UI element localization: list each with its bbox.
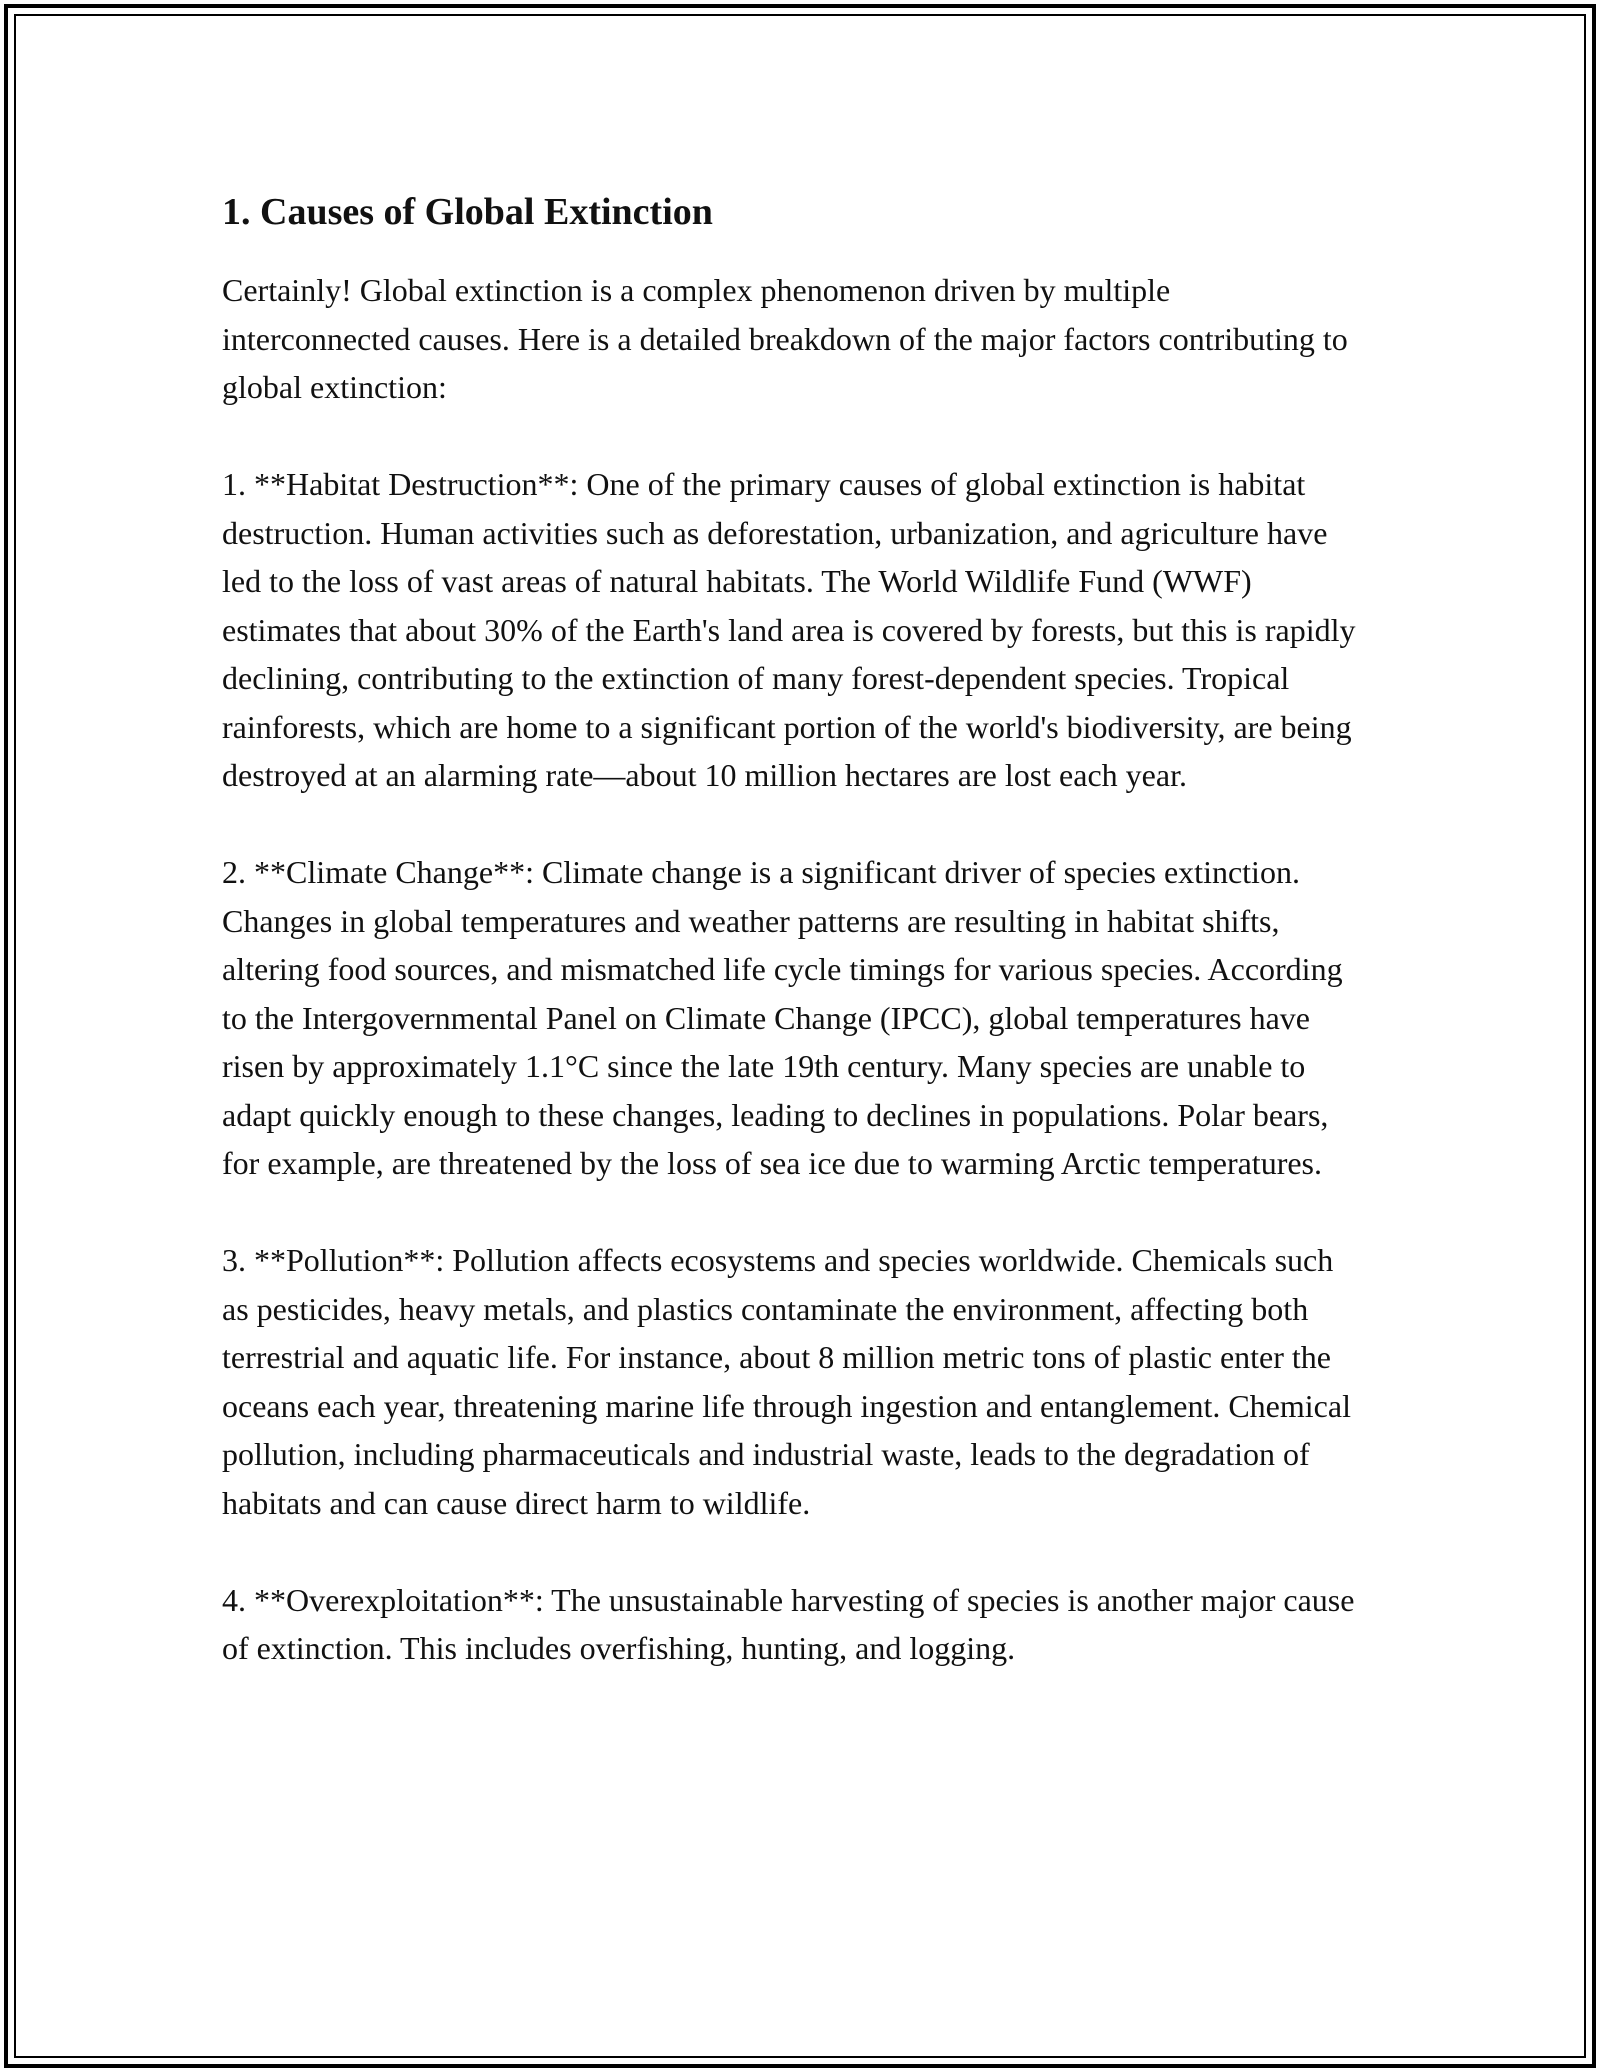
document-body — [222, 176, 1362, 1721]
intro-paragraph: Certainly! Global extinction is a complex phenomenon driven by multiple interconnected causes. Here is a detailed breakdown of the major factors contributing to global extinction: — [222, 272, 1348, 405]
section-heading: 1. Causes of Global Extinction — [222, 191, 713, 233]
paragraph-pollution: 3. **Pollution**: Pollution affects ecosystems and species worldwide. Chemicals such as pesticides, heavy metals, and plastics contaminate the environment, affecting both terrestrial and aquatic life. For instance, about 8 million metric tons of plastic enter the oceans each year, threatening marine life through ingestion and entanglement. Chemical pollution, including pharmaceuticals and industrial waste, leads to the degradation of habitats and can cause direct harm to wildlife. — [222, 1242, 1351, 1521]
paragraph-climate-change: 2. **Climate Change**: Climate change is a significant driver of species extinction. Changes in global temperatures and weather patterns are resulting in habitat shifts, altering food sources, and mismatched life cycle timings for various species. According to the Intergovernmental Panel on Climate Change (IPCC), global temperatures have risen by approximately 1.1°C since the late 19th century. Many species are unable to adapt quickly enough to these changes, leading to declines in populations. Polar bears, for example, are threatened by the loss of sea ice due to warming Arctic temperatures. — [222, 854, 1343, 1181]
paragraph-habitat-destruction: 1. **Habitat Destruction**: One of the primary causes of global extinction is habitat destruction. Human activities such as deforestation, urbanization, and agriculture have led to the loss of vast areas of natural habitats. The World Wildlife Fund (WWF) estimates that about 30% of the Earth's land area is covered by forests, but this is rapidly declining, contributing to the extinction of many forest-dependent species. Tropical rainforests, which are home to a significant portion of the world's biodiversity, are being destroyed at an alarming rate—about 10 million hectares are lost each year. — [222, 466, 1356, 793]
paragraph-overexploitation: 4. **Overexploitation**: The unsustainable harvesting of species is another major cause of extinction. This includes overfishing, hunting, and logging. — [222, 1581, 1355, 1666]
